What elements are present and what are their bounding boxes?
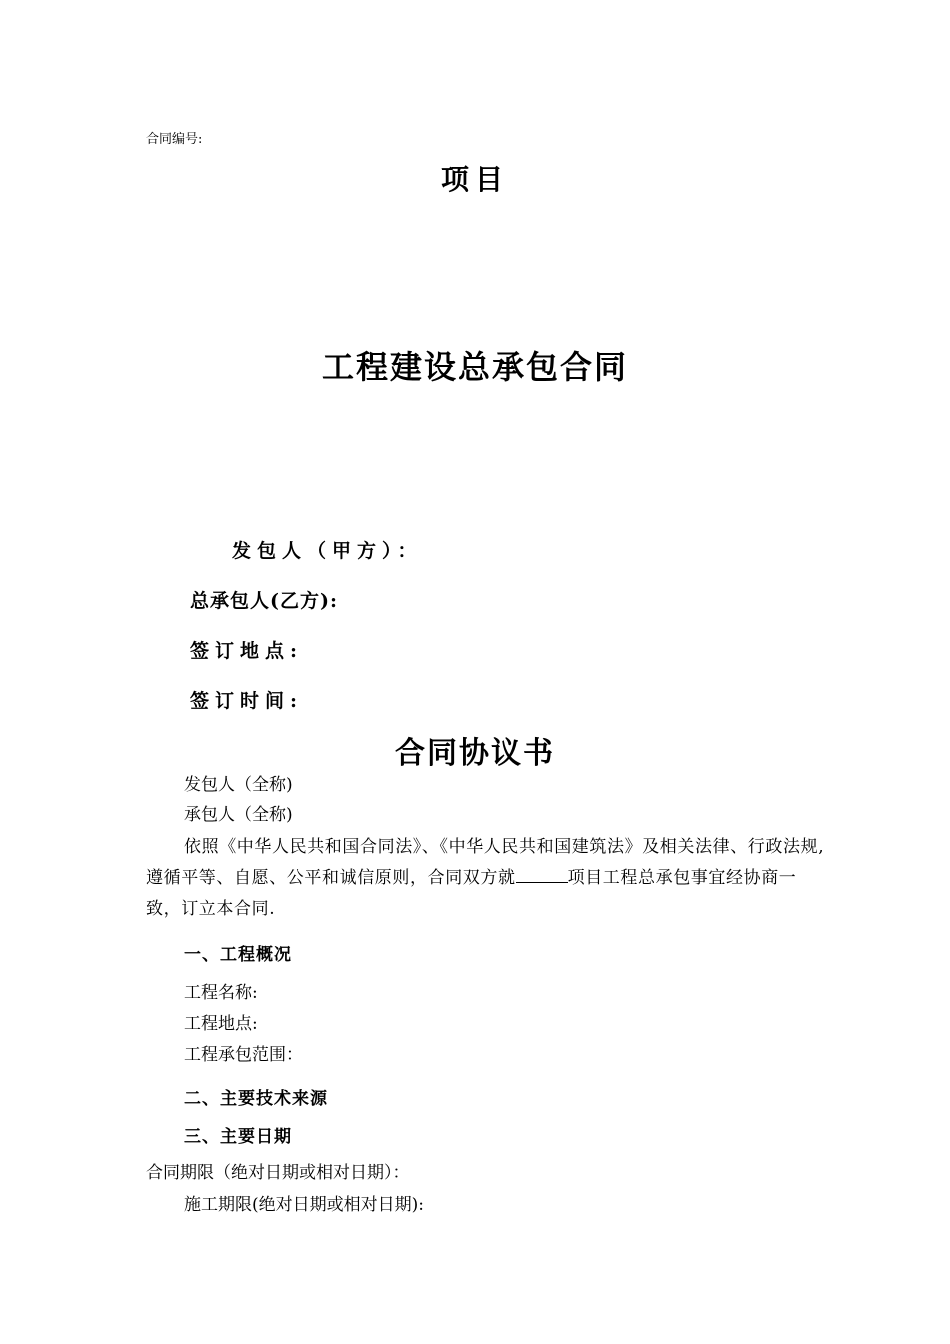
agreement-title: 合同协议书 (395, 736, 555, 771)
employer-party-label: 发包人（甲方）： (232, 540, 423, 562)
project-name-field: 工程名称: (184, 983, 258, 1003)
intro-paragraph (146, 832, 826, 925)
contractor-party-label: 总承包人(乙方): (190, 590, 338, 612)
project-location-field: 工程地点: (184, 1014, 258, 1034)
section-project-overview-heading: 一、工程概况 (184, 945, 292, 965)
intro-text-part1: 依照《中华人民共和国合同法》、《中华人民共和国建筑法》及相关法律、行政法规,遵循平等、自愿、公平和诚信原则，合同双方就 (146, 837, 825, 888)
sign-time-label: 签订时间: (190, 690, 304, 712)
sign-place-label: 签订地点: (190, 640, 304, 662)
construction-period-field: 施工期限(绝对日期或相对日期): (184, 1195, 424, 1215)
contract-period-field: 合同期限（绝对日期或相对日期）： (146, 1163, 410, 1183)
contract-title: 工程建设总承包合同 (321, 348, 628, 386)
section-technology-source-heading: 二、主要技术来源 (184, 1089, 328, 1109)
section-main-dates-heading: 三、主要日期 (184, 1127, 292, 1147)
project-name-blank (516, 867, 568, 883)
intro-text-part2: 项目工程总承包事宜经协商一致，订立本合同. (146, 868, 797, 919)
contract-number-label: 合同编号: (146, 132, 203, 147)
contractor-fullname-line: 承包人（全称) (184, 805, 293, 825)
project-scope-field: 工程承包范围： (184, 1045, 303, 1065)
employer-fullname-line: 发包人（全称) (184, 775, 293, 795)
project-heading: 项目 (440, 163, 509, 196)
